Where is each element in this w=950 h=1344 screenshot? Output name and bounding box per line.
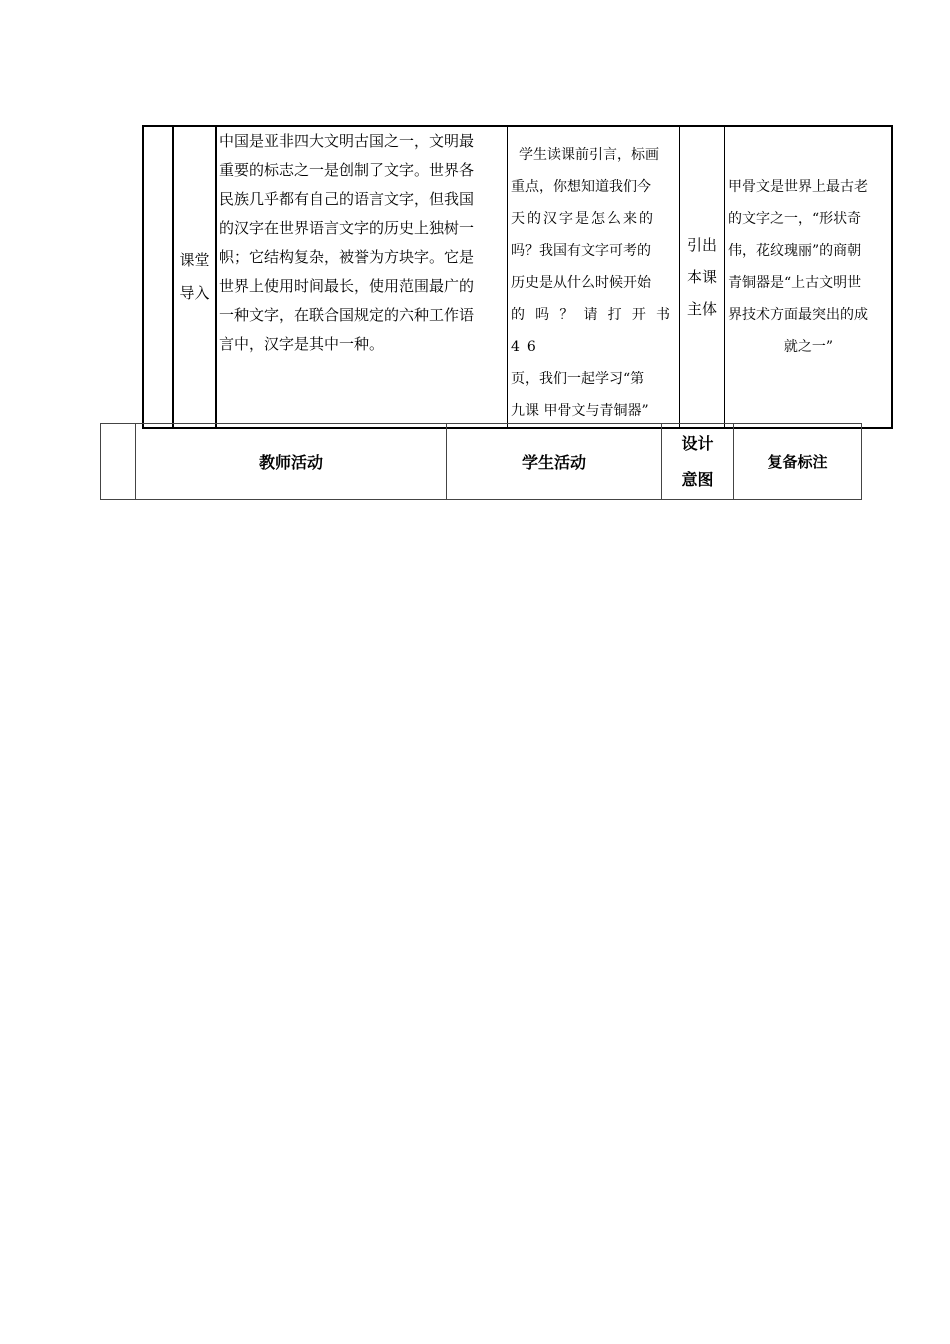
header-row (101, 424, 862, 500)
teacher-activity-header: 教师活动 (136, 424, 447, 500)
teacher-line: 民族几乎都有自己的语言文字，但我国 (219, 190, 475, 208)
notes-line: 青铜器是“上古文明世 (728, 275, 862, 291)
notes-line: 甲骨文是世界上最古老 (728, 179, 868, 195)
activity-header-table (100, 423, 862, 500)
notes-line: 就之一” (783, 339, 834, 355)
design-text: 本课 (686, 268, 717, 286)
stage-text: 导入 (179, 284, 210, 302)
student-line: 重点，你想知道我们今 (511, 179, 651, 195)
stage-text: 课堂 (179, 251, 210, 269)
notes-line: 的文字之一，“形状奇 (728, 211, 862, 227)
teacher-activity-cell (216, 126, 508, 428)
teacher-line: 重要的标志之一是创制了文字。世界各 (219, 161, 475, 179)
design-intent-cell (680, 126, 725, 428)
empty-header-cell (101, 424, 136, 500)
design-text: 引出 (686, 236, 717, 254)
student-line: 九课 甲骨文与青铜器” (511, 403, 649, 419)
teacher-line: 的汉字在世界语言文字的历史上独树一 (219, 219, 475, 237)
lesson-intro-row (143, 126, 892, 428)
teacher-line: 世界上使用时间最长，使用范围最广的 (219, 277, 475, 295)
empty-cell (143, 126, 173, 428)
student-line: 页，我们一起学习“第 (511, 371, 645, 387)
design-text: 主体 (686, 300, 717, 318)
student-line: 吗？我国有文字可考的 (511, 243, 651, 259)
review-notes-header: 复备标注 (734, 424, 862, 500)
teacher-line: 中国是亚非四大文明古国之一，文明最 (219, 132, 475, 150)
stage-cell (173, 126, 216, 428)
lesson-intro-table (142, 125, 893, 429)
notes-line: 伟，花纹瑰丽”的商朝 (728, 243, 862, 259)
student-line: 历史是从什么时候开始 (511, 275, 651, 291)
design-header-text: 意图 (681, 469, 714, 489)
design-intent-header (662, 424, 734, 500)
teacher-line: 帜；它结构复杂，被誉为方块字。它是 (219, 248, 475, 266)
notes-line: 界技术方面最突出的成 (728, 307, 868, 323)
student-line: 天的汉字是怎么来的 (511, 211, 655, 227)
review-notes-cell (725, 126, 893, 428)
design-header-text: 设计 (681, 433, 714, 453)
teacher-line: 言中，汉字是其中一种。 (219, 335, 385, 353)
student-line: 的吗？请打开书46 (511, 307, 677, 355)
student-activity-header: 学生活动 (447, 424, 662, 500)
student-activity-cell (508, 126, 680, 428)
student-line: 学生读课前引言，标画 (519, 147, 659, 163)
teacher-line: 一种文字，在联合国规定的六种工作语 (219, 306, 475, 324)
